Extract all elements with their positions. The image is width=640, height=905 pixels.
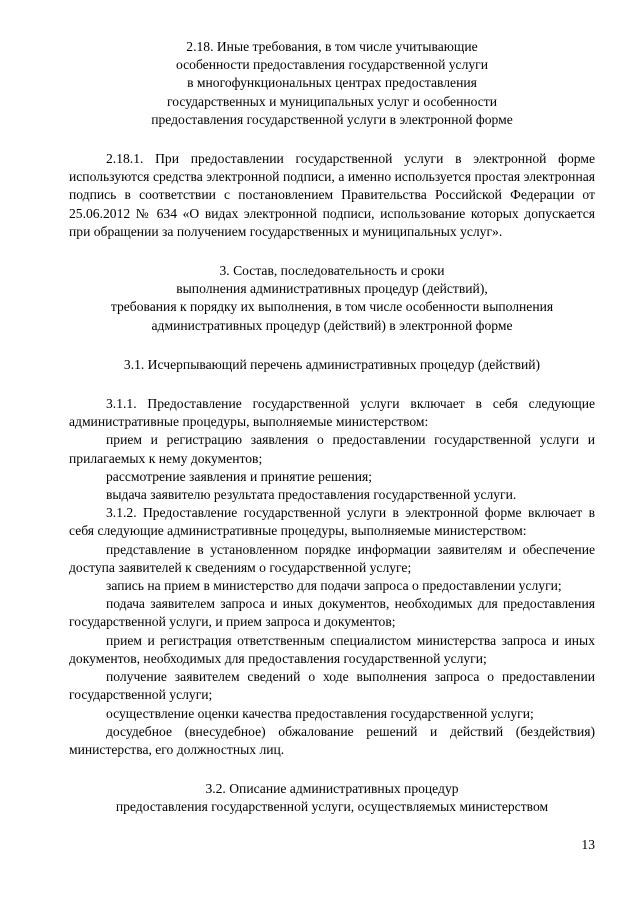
section-3-1-heading: 3.1. Исчерпывающий перечень административных процедур (действий)	[123, 356, 541, 372]
paragraph-3-1-2: 3.1.2. Предоставление государственной услуги в электронной форме включает в себя следующие административные процедуры, выполняемые министерством:	[69, 505, 595, 539]
spacer	[69, 374, 595, 395]
list-item: прием и регистрацию заявления о предоставлении государственной услуги и прилагаемых к нему документов;	[69, 432, 595, 466]
list-item: представление в установленном порядке информации заявителям и обеспечение доступа заявителей к сведениям о государственной услуге;	[69, 541, 595, 575]
heading-line: 3.2. Описание административных процедур	[205, 781, 459, 797]
list-item: подача заявителем запроса и иных документов, необходимых для предоставления государственной услуги, и прием запроса и документов;	[69, 596, 595, 630]
spacer	[69, 335, 595, 356]
paragraph-2-18-1: 2.18.1. При предоставлении государственной услуги в электронной форме используются средства электронной подписи, а именно используется простая электронная подпись в соответствии с постановлением Правительства Российской Федерации от 25.06.2012 № 634 «О видах электронной подписи, использование которых допускается при обращении за получением государственных и муниципальных услуг».	[69, 151, 595, 239]
spacer	[69, 241, 595, 262]
list-item: прием и регистрация ответственным специалистом министерства запроса и иных документов, необходимых для предоставления государственной услуги;	[69, 632, 595, 666]
page-number: 13	[581, 837, 595, 852]
heading-line: 3. Состав, последовательность и сроки	[219, 263, 445, 279]
heading-line: 2.18. Иные требования, в том числе учитывающие	[186, 39, 478, 54]
list-item: запись на прием в министерство для подачи запроса о предоставлении услуги;	[106, 578, 562, 594]
heading-line: особенности предоставления государственной услуги	[175, 57, 489, 73]
heading-line: выполнения административных процедур (действий),	[176, 281, 488, 297]
heading-line: в многофункциональных центрах предоставления	[187, 75, 477, 91]
spacer	[69, 129, 595, 150]
list-item: рассмотрение заявления и принятие решения;	[106, 468, 373, 484]
heading-line: административных процедур (действий) в электронной форме	[151, 317, 513, 333]
heading-line: предоставления государственной услуги в электронной форме	[151, 111, 513, 127]
heading-line: государственных и муниципальных услуг и особенности	[166, 93, 498, 109]
list-item: досудебное (внесудебное) обжалование решений и действий (бездействия) министерства, его должностных лиц.	[69, 723, 595, 757]
heading-line: требования к порядку их выполнения, в том числе особенности выполнения	[110, 299, 554, 315]
page-content	[69, 38, 595, 817]
section-2-18-heading	[69, 38, 595, 129]
section-3-heading	[69, 262, 595, 335]
spacer	[69, 759, 595, 780]
list-item: осуществление оценки качества предоставления государственной услуги;	[106, 705, 534, 721]
list-item: получение заявителем сведений о ходе выполнения запроса о предоставлении государственной услуги;	[69, 669, 595, 703]
list-item: выдача заявителю результата предоставления государственной услуги.	[106, 487, 517, 503]
paragraph-3-1-1: 3.1.1. Предоставление государственной услуги включает в себя следующие административные процедуры, выполняемые министерством:	[69, 396, 595, 430]
heading-line: предоставления государственной услуги, осуществляемых министерством	[115, 799, 549, 815]
section-3-2-heading	[69, 780, 595, 816]
